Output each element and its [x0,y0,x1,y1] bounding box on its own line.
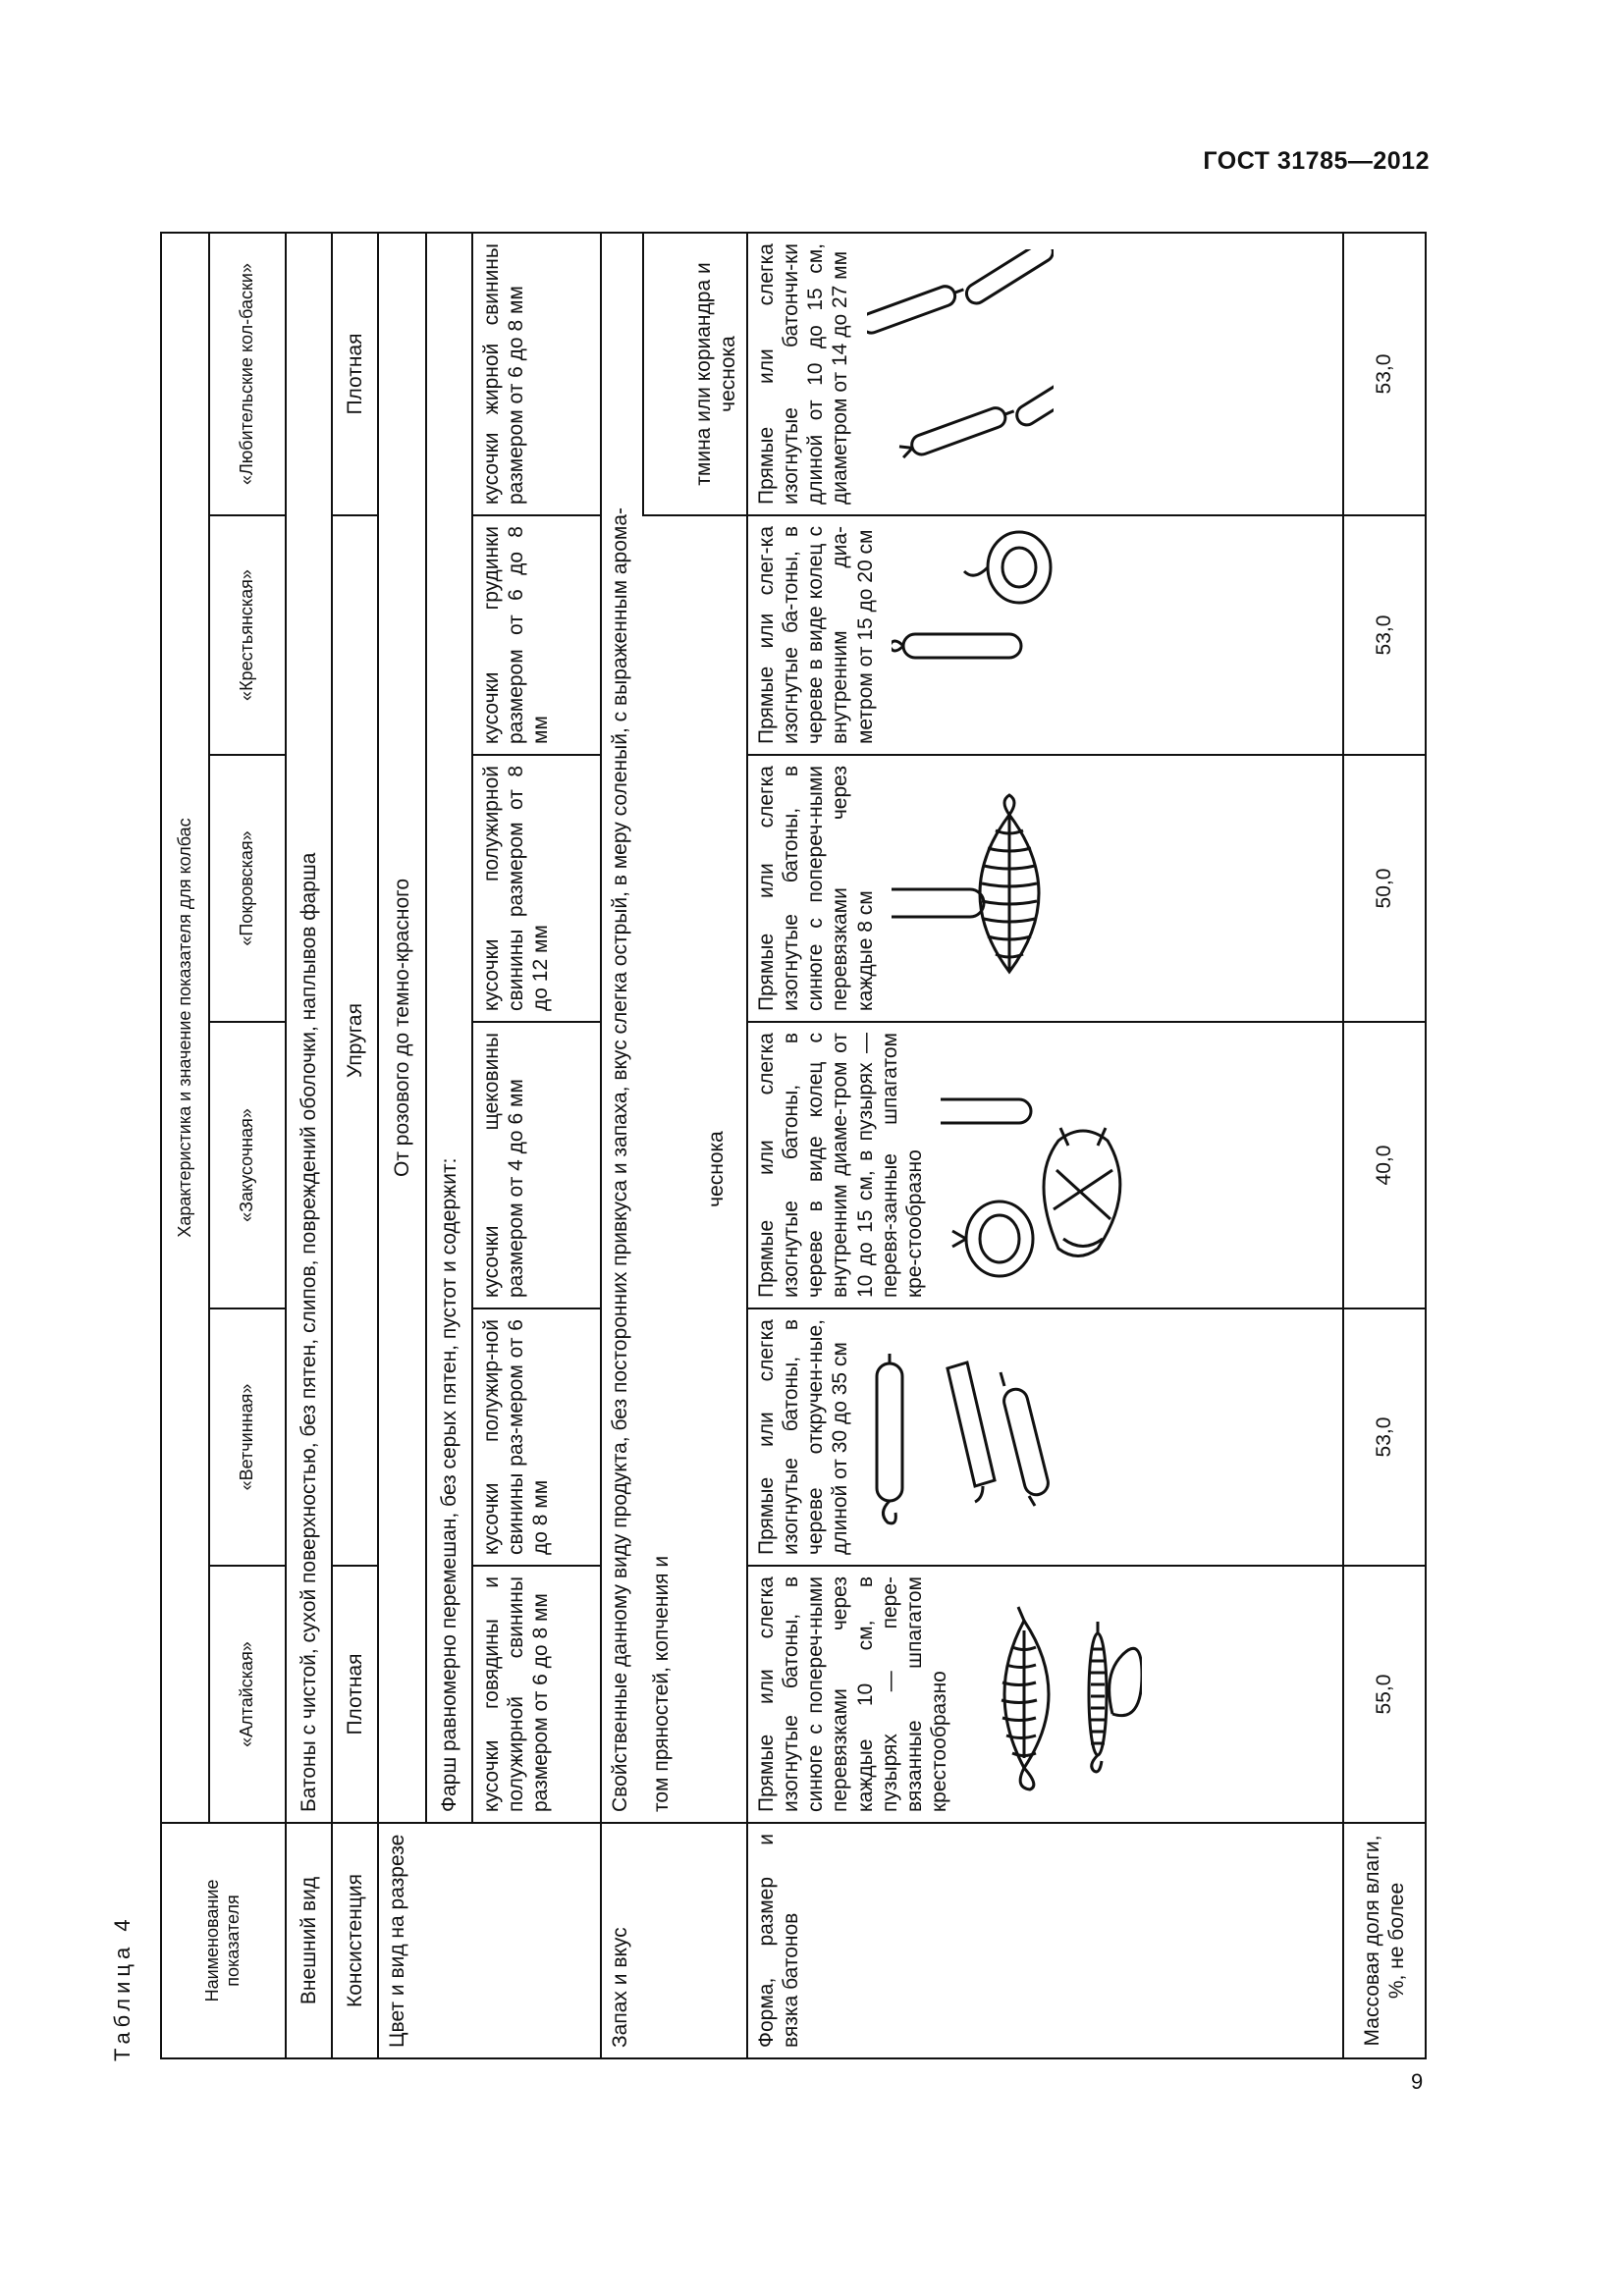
shape-pokrovskaya-text: Прямые или слегка изогнутые батоны, в синюге с попереч-ными перевязками через каждые 8 см [754,766,877,1011]
col-vetchinnaya: «Ветчинная» [209,1308,286,1566]
color-altaiskaya: кусочки говядины и полужирной свинины размером от 6 до 8 мм [472,1566,601,1823]
sausage-sketch-lyubitelskie [867,249,1054,505]
moisture-altaiskaya: 55,0 [1343,1566,1426,1823]
color-lyubitelskie: кусочки жирной свинины размером от 6 до 8 мм [472,233,601,515]
moisture-lyubitelskie: 53,0 [1343,233,1426,515]
shape-vetchinnaya-text: Прямые или слегка изогнутые батоны, в черeве откручен-ные, длиной от 30 до 35 см [754,1319,852,1555]
row-label-smell: Запах и вкус [601,1823,747,2058]
rotated-table-container [160,234,1427,2059]
row-label-appearance: Внешний вид [286,1823,332,2058]
color-mid: Фарш равномерно перемешан, без серых пятен, пустот и содержит: [426,233,472,1823]
moisture-vetchinnaya: 53,0 [1343,1308,1426,1566]
col-krestyanskaya: «Крестьянская» [209,515,286,755]
table-caption: Таблица 4 [110,1914,135,2061]
smell-continuation [643,515,747,1823]
shape-zakusochnaya [747,1022,1343,1308]
smell-top: Свойственные данному виду продукта, без посторонних привкуса и запаха, вкус слегка острый, в меру соленый, с выраженным арома- [601,233,643,1823]
moisture-krestyanskaya: 53,0 [1343,515,1426,755]
col-altaiskaya: «Алтайская» [209,1566,286,1823]
sausage-sketch-vetchinnaya [867,1319,1054,1555]
col-zakusochnaya: «Закусочная» [209,1022,286,1308]
shape-krestyanskaya [747,515,1343,755]
consistency-middle: Упругая [332,515,378,1566]
moisture-zakusochnaya: 40,0 [1343,1022,1426,1308]
col-lyubitelskie: «Любительские кол-баски» [209,233,286,515]
smell-left-continuation: том пряностей, копчения и [649,1555,673,1812]
shape-pokrovskaya [747,755,1343,1022]
sausage-sketch-krestyanskaya [892,518,1088,744]
color-krestyanskaya: кусочки грудинки размером от 6 до 8 мм [472,515,601,755]
shape-altaiskaya [747,1566,1343,1823]
smell-right-continuation: тмина или кориандра и чеснока [643,233,747,515]
color-pokrovskaya: кусочки полужирной свинины размером от 8 до 12 мм [472,755,601,1022]
sausage-sketch-zakusochnaya [941,1033,1137,1298]
moisture-pokrovskaya: 50,0 [1343,755,1426,1022]
appearance-value: Батоны с чистой, сухой поверхностью, без пятен, слипов, повреждений оболочки, наплывов фарша [286,233,332,1823]
sausage-sketch-altaiskaya [965,1576,1142,1812]
document-header: ГОСТ 31785—2012 [1203,147,1430,175]
consistency-altaiskaya: Плотная [332,1566,378,1823]
row-label-shape: Форма, размер и вязка батонов [747,1823,1343,2058]
row-label-consistency: Консистенция [332,1823,378,2058]
shape-zakusochnaya-text: Прямые или слегка изогнутые батоны, в черeве в виде колец с внутренним диаме-тром от 10 до 15 см, в пузырях — перевя-занные шпагатом кре-стообразно [754,1033,927,1298]
row-label-color: Цвет и вид на разрезе [378,1823,601,2058]
consistency-lyubitelskie: Плотная [332,233,378,515]
smell-mid-word: чеснока [704,1131,728,1207]
shape-krestyanskaya-text: Прямые или слег-ка изогнутые ба-тоны, в черeве в виде колец с внутренним диа-метром от 15 до 20 см [754,526,877,744]
color-zakusochnaya: кусочки щековины размером от 4 до 6 мм [472,1022,601,1308]
col-pokrovskaya: «Покровская» [209,755,286,1022]
shape-lyubitelskie [747,233,1343,515]
page-number: 9 [1411,2069,1424,2094]
sausage-sketch-pokrovskaya [892,766,1088,1011]
shape-altaiskaya-text: Прямые или слегка изогнутые батоны, в синюге с попереч-ными перевязками через каждые 10 см, в пузырях — пере-вязанные шпагатом крестообразно [754,1576,951,1812]
head-group: Характеристика и значение показателя для колбас [161,233,209,1823]
color-vetchinnaya: кусочки полужир-ной свинины раз-мером от 6 до 8 мм [472,1308,601,1566]
head-name: Наименование показателя [161,1823,286,2058]
sausage-quality-table [160,232,1427,2059]
shape-lyubitelskie-text: Прямые или слегка изогнутые батончи-ки длиной от 10 до 15 см, диаметром от 14 до 27 мм [754,243,852,505]
color-top: От розового до темно-красного [378,233,426,1823]
shape-vetchinnaya [747,1308,1343,1566]
row-label-moisture: Массовая доля влаги, %, не более [1343,1823,1426,2058]
